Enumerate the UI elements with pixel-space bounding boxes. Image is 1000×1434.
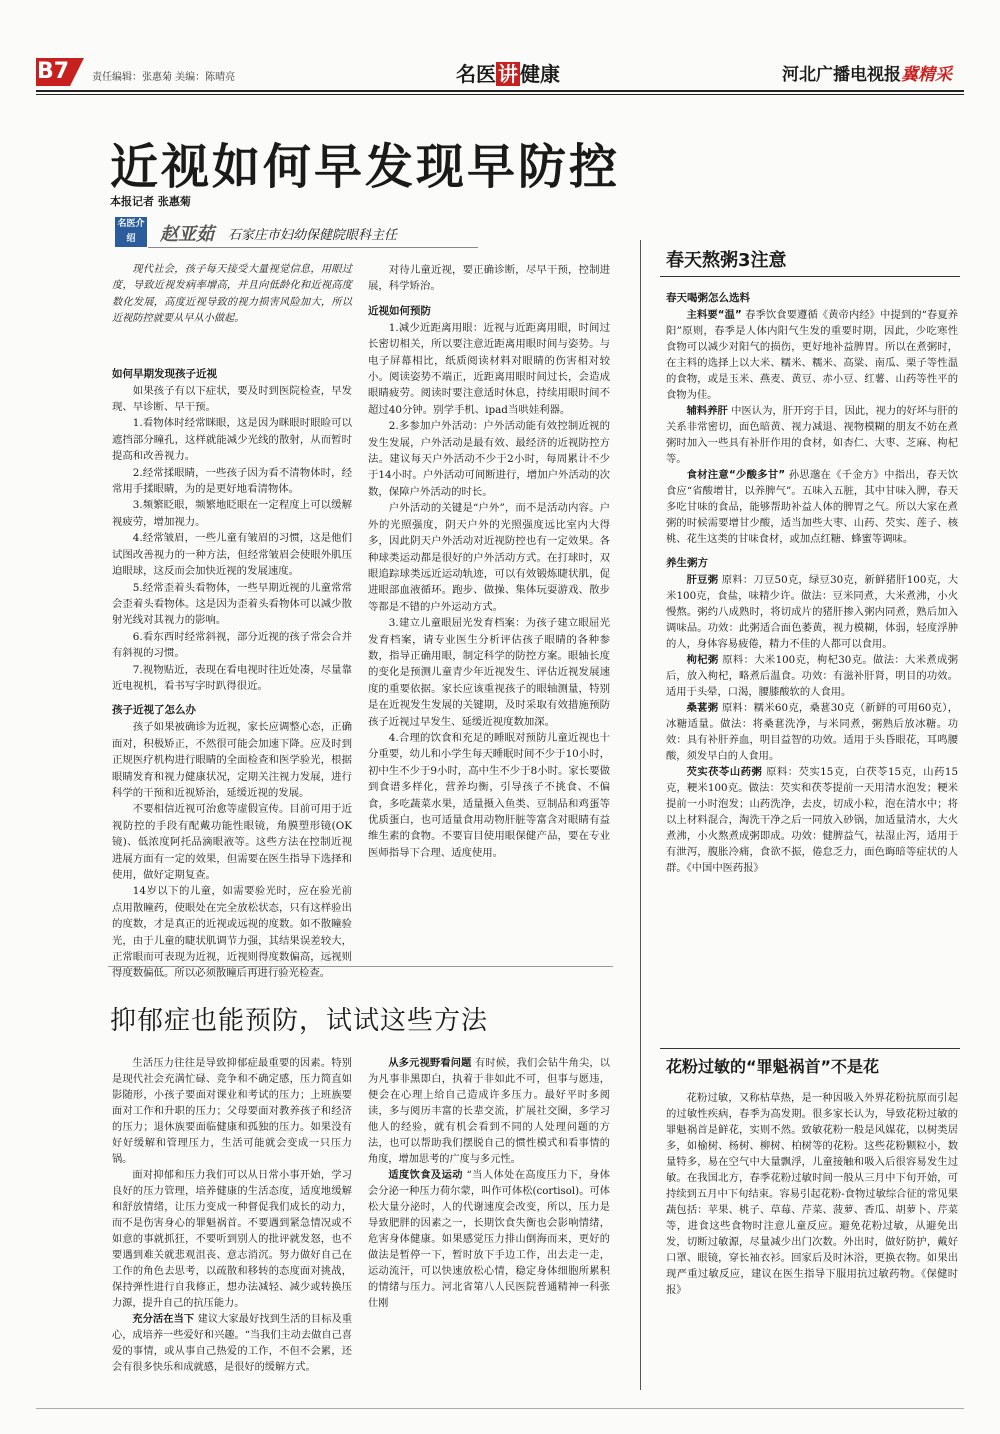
doctor-divider (148, 247, 478, 248)
side1-text: 中医认为，肝开窍于目，因此，视力的好坏与肝的关系非常密切，面色暗黄、视力减退、视物模糊的朋友不妨在煮粥时加入一些具有补肝作用的食材，如杏仁、大枣、芝麻、枸杞等。 (666, 405, 958, 465)
footer-rule (36, 1408, 964, 1409)
recipe-text: 原料：糯米60克，桑葚30克（新鲜的可用60克），冰糖适量。做法：将桑葚洗净，与米同煮，粥熟后放冰糖。功效：具有补肝养血，明目益智的功效。适用于头昏眼花，耳鸣腰酸，须发早白的人食用。 (666, 702, 958, 762)
article1-paragraph: 不要相信近视可治愈等虚假宣传。目前可用于近视防控的手段有配戴功能性眼镜，角膜塑形镜(OK镜)、低浓度阿托品滴眼液等。这些方法在控制近视进展方面有一定的效果，但需要在医生指导下选择和使用，做好定期复查。 (112, 803, 352, 881)
article1-paragraph: 2.多参加户外活动：户外活动能有效控制近视的发生发展，户外活动是最有效、最经济的近视防控方法。建议每天户外活动不少于2小时，每周累计不少于14小时。户外活动可间断进行，增加户外活动的次数，保障户外活动的时长。 (368, 420, 610, 498)
article1-paragraph: 4.经常皱眉，一些儿童有皱眉的习惯，这是他们试图改善视力的一种方法，但经常皱眉会使眼外肌压迫眼球，这反而会加快近视的发展速度。 (112, 532, 352, 578)
page-header (0, 0, 1000, 100)
article2-title: 抑郁症也能预防，试试这些方法 (110, 1006, 489, 1036)
article2-paragraph: 面对抑郁和压力我们可以从日常小事开始，学习良好的压力管理，培养健康的生活态度，适度地缓解和舒放情绪，让压力变成一种督促我们成长的动力，而不是伤害身心的罪魁祸首。不要遇到紧急情况或不如意的事就抓狂，不要听到别人的批评就发怒，也不要遇到难关就悲观沮丧、意志消沉。努力做好自己在工作的角色去思考，以疏散和移转的态度面对挑战，保持弹性进行自我修正，想办法减轻、减少或转换压力源，提升自己的抗压能力。 (112, 1170, 352, 1309)
recipe-name: 肝豆粥 (686, 574, 719, 586)
side2-title: 花粉过敏的“罪魁祸首”不是花 (666, 1057, 880, 1076)
side1-paragraph (666, 467, 958, 547)
article-divider (108, 966, 613, 967)
side1-recipe (666, 572, 958, 652)
recipe-name: 枸杞粥 (686, 654, 719, 666)
article2-paragraph (368, 1168, 610, 1312)
editors-line: 责任编辑：张惠菊 美编：陈晴亮 (92, 72, 236, 83)
article2-text: 建议大家最好找到生活的目标及重心，成培养一些爱好和兴趣。“当我们主动去做自己喜爱的事情，或从事自己热爱的工作，不但不会累，还会有很多快乐和成就感，是很好的缓解方式。 (112, 1314, 353, 1373)
doctor-badge: 名医介绍 (115, 217, 147, 247)
article2-subhead: 从多元视野看问题 (388, 1058, 472, 1069)
article1-heading-2: 孩子近视了怎么办 (112, 704, 196, 717)
article1-paragraph: 1.看物体时经常眯眼，这是因为眯眼时眼睑可以遮挡部分瞳孔，这样就能减少光线的散射，从而暂时提高和改善视力。 (112, 417, 352, 463)
column-divider (640, 240, 641, 1390)
article1-paragraph: 3.频繁眨眼，频繁地眨眼在一定程度上可以缓解视疲劳，增加视力。 (112, 499, 352, 528)
recipe-name: 芡实茯苓山药粥 (686, 766, 763, 778)
article1-paragraph: 7.视物贴近，表现在看电视时往近处凑，尽量靠近电视机，看书写字时趴得很近。 (112, 663, 352, 692)
article1-paragraph: 孩子如果被确诊为近视，家长应调整心态，正确面对，积极矫正，不然很可能会加速下降。应及时到正规医疗机构进行眼睛的全面检查和医学验光，根据眼睛发育和视力健康状况，定期关注视力发展，进行科学的干预和近视矫治，延缓近视的发展。 (112, 721, 352, 799)
section-title-highlight: 讲 (498, 62, 518, 86)
page-number-tab (70, 58, 84, 86)
side1-text: 春季饮食要遵循《黄帝内经》中提到的“春夏养阳”原则，春季是人体内阳气生发的重要时期，因此，少吃寒性食物可以减少对阳气的损伤，更好地补益脾胃。所以在煮粥时，在主料的选择上以大米、糯米、糯米、高粱、南瓜、栗子等性温的食物，或是玉米、燕麦、黄豆、赤小豆、红薯、山药等性平的食物为佳。 (666, 309, 958, 401)
section-title-pre: 名医 (456, 62, 496, 86)
article1-paragraph: 对待儿童近视，要正确诊断，尽早干预，控制进展，科学矫治。 (368, 264, 610, 293)
paper-brand-logo: 冀精采 (901, 65, 952, 85)
side2-paragraph: 花粉过敏，又称枯草热，是一种因吸入外界花粉抗原而引起的过敏性疾病，春季为高发期。很多家长认为，导致花粉过敏的罪魁祸首是鲜花，实则不然。致敏花粉一般是风媒花，以树类居多，如榆树、杨树、柳树、柏树等的花粉。这些花粉颗粒小，数量特多，易在空气中大量飘浮，儿童接触和吸入后很容易发生过敏。在我国北方，春季花粉过敏时间一般从三月中下旬开始，可持续到五月中下旬结束。容易引起花粉-食物过敏综合征的常见果蔬包括：苹果、桃子、草莓、芹菜、菠萝、香瓜、胡萝卜、芹菜等，进食这些食物时注意儿童反应。避免花粉过敏，从避免出发，切断过敏源，尽量减少出门次数。外出时，做好防护，戴好口罩、眼镜，穿长袖衣衫。回家后及时沐浴，更换衣物。如果出现严重过敏反应，建议在医生指导下服用抗过敏药物。《保健时报》 (666, 1092, 958, 1296)
doctor-title: 石家庄市妇幼保健院眼科主任 (228, 228, 398, 243)
side1-recipe (666, 764, 958, 876)
article1-paragraph: 1.减少近距离用眼：近视与近距离用眼，时间过长密切相关，所以要注意近距离用眼时间与姿势。与电子屏幕相比，纸质阅读材料对眼睛的伤害相对较小。阅读姿势不端正，近距离用眼时间过长，会造成眼睛疲劳。阅读时要注意适时休息，持续用眼时间不超过40分钟。别学手机、ipad当哄娃利器。 (368, 321, 610, 416)
page-number: B7 (36, 59, 70, 84)
side1-paragraph (666, 403, 958, 467)
article2-text: 有时候，我们会钻牛角尖，以为凡事非黑即白，执着于非如此不可，但事与愿违，便会在心理上给自己造成许多压力。最好平时多阅读，多与阅历丰富的长辈交流，扩展社交圈，多学习他人的经验，就有机会看到不同的人处理问题的方法，也可以帮助我们摆脱自己的惯性模式和看事情的角度，增加思考的广度与多元性。 (368, 1058, 610, 1165)
article1-col-left (112, 262, 352, 982)
article1-byline: 本报记者 张惠菊 (110, 195, 191, 208)
article1-heading-3: 近视如何预防 (368, 304, 431, 317)
article2-col-left (112, 1056, 352, 1376)
side1-heading-1: 春天喝粥怎么选料 (666, 292, 750, 304)
paper-name-text: 河北广播电视报 (782, 65, 901, 85)
article2-subhead: 适度饮食及运动 (388, 1170, 463, 1181)
article2-paragraph: 生活压力往往是导致抑郁症最重要的因素。特别是现代社会充满忙碌、竞争和不确定感，压力简直如影随形，小孩子要面对课业和考试的压力；上班族要面对工作和升职的压力；父母要面对教养孩子和经济的压力；退休族要面临健康和孤独的压力。如果没有好好缓解和管理压力，生活可能就会变成一只压力锅。 (112, 1058, 352, 1165)
side1-paragraph (666, 307, 958, 403)
side1-recipe (666, 700, 958, 764)
side2-body (666, 1090, 958, 1298)
doctor-name: 赵亚茹 (160, 224, 214, 245)
side1-lead: 辅料养肝 (686, 405, 728, 417)
section-title-post: 健康 (520, 62, 560, 86)
side1-heading-2: 养生粥方 (666, 557, 708, 569)
side1-title-rule (660, 276, 960, 277)
article1-paragraph: 如果孩子有以下症状，要及时到医院检查，早发现、早诊断、早干预。 (112, 384, 352, 414)
article2-col-right (368, 1056, 610, 1312)
recipe-text: 原料：大米100克，枸杞30克。做法：大米煮成粥后，放入枸杞，略煮后温食。功效：有滋补肝肾，明目的功效。适用于头晕，口渴，腰膝酸软的人食用。 (666, 654, 959, 698)
recipe-text: 原料：芡实15克，白茯苓15克，山药15克，粳米100克。做法：芡实和茯苓提前一天用清水泡发；粳米提前一小时泡发；山药洗净，去皮，切成小粒，泡在清水中；将以上材料混合，淘洗干净之后一同放入砂锅，加适量清水，大火煮沸，小火熬煮成粥即成。功效：健脾益气，祛湿止泻，适用于有泄泻，腹胀冷痛，食欲不振，倦怠乏力，面色晦暗等症状的人群。《中国中医药报》 (666, 766, 959, 874)
section-title (456, 58, 560, 87)
article1-paragraph: 4.合理的饮食和充足的睡眠对预防儿童近视也十分重要，幼儿和小学生每天睡眠时间不少于10小时，初中生不少于9小时，高中生不少于8小时。家长要做到食谱多样化，营养均衡，引导孩子不挑食、不偏食，多吃蔬菜水果，适量摄入鱼类、豆制品和鸡蛋等优质蛋白，也可适量食用动物肝脏等富含对眼睛有益维生素的食物。不要盲目使用眼保健产品，要在专业医师指导下合理、适度使用。 (368, 731, 610, 859)
side2-top-rule (660, 1048, 960, 1049)
article2-paragraph (368, 1056, 610, 1168)
side1-lead: 主料要“温” (686, 309, 742, 321)
side1-lead: 食材注意“少酸多甘” (686, 469, 786, 481)
article1-col-right (368, 262, 610, 861)
article2-text: “当人体处在高度压力下，身体会分泌一种压力荷尔蒙，叫作可体松(cortisol)。可体松大量分泌时，人的代谢速度会改变，所以，压力是导致肥胖的因素之一，长期饮食失衡也会影响情绪，危害身体健康。如果感觉压力排山倒海而来，更好的做法是暂停一下，暂时放下手边工作，出去走一走，运动流汗，可以快速放松心情，稳定身体细胞所累积的情绪与压力。河北省第八人民医院普通精神一科张仕刚 (368, 1170, 610, 1309)
side1-title: 春天熬粥3注意 (666, 250, 787, 271)
article2-subhead: 充分活在当下 (132, 1314, 195, 1325)
article1-paragraph: 14岁以下的儿童，如需要验光时，应在验光前点用散瞳药，使眼处在完全放松状态，只有这样验出的度数，才是真正的近视或远视的度数。如不散瞳验光，由于儿童的睫状肌调节力强，其结果误差较大，正常眼而可表现为近视，近视则得度数偏高，远视则得度数偏低。所以必须散瞳后再进行验光检查。 (112, 885, 352, 980)
article1-heading-1: 如何早期发现孩子近视 (112, 367, 217, 380)
side1-text: 孙思邈在《千金方》中指出，春天饮食应“省酸增甘，以养脾气”。五味入五脏，其中甘味入脾，春天多吃甘味的食品，能够帮助补益人体的脾胃之气。所以大家在煮粥的时候需要增甘少酸，适当加些大枣、山药、芡实、莲子、核桃、花生这类的甘味食材，或加点红糖、蜂蜜等调味。 (666, 469, 958, 545)
article1-paragraph: 3.建立儿童眼屈光发育档案：为孩子建立眼屈光发育档案，请专业医生分析评估孩子眼睛的各种参数，指导正确用眼，制定科学的防控方案。眼轴长度的变化是预测儿童青少年近视发生、评估近视发展速度的重要依据。家长应该重视孩子的眼轴测量，特别是在近视发生发展的关键期，及时采取有效措施预防孩子近视过早发生、延缓近视度数加深。 (368, 617, 610, 728)
article1-intro: 现代社会，孩子每天接受大量视觉信息，用眼过度，导致近视发病率增高，并且向低龄化和近视高度数化发展，高度近视导致的视力损害风险加大，所以近视防控就要从早从小做起。 (112, 264, 352, 325)
recipe-text: 原料：刀豆50克，绿豆30克，新鲜猪肝100克，大米100克，食盐，味精少许。做法：豆米同煮，大米煮沸，小火慢熬。粥约八成熟时，将切成片的猪肝掺入粥内同煮，熟后加入调味品。功效：此粥适合面色萎黄，视力模糊，体弱，轻度浮肿的人，身体容易疲倦，精力不佳的人都可以食用。 (666, 574, 959, 650)
side1-body (666, 282, 958, 876)
header-rule (36, 90, 964, 92)
article1-paragraph: 6.看东西时经常斜视，部分近视的孩子常会合并有斜视的习惯。 (112, 630, 352, 660)
article1-paragraph: 户外活动的关键是“户外”，而不是活动内容。户外的光照强度，阴天户外的光照强度远比室内大得多，因此阴天户外活动对近视防控也有一定效果。各种球类运动都是很好的户外活动方式。在打球时，双眼追踪球类远近运动轨迹，可以有效锻炼睫状肌，促进眼部血液循环。跑步、做操、集体玩耍游戏、散步等都是不错的户外运动方式。 (368, 502, 610, 613)
paper-name (782, 60, 952, 85)
article1-paragraph: 5.经常歪着头看物体，一些早期近视的儿童常常会歪着头看物体。这是因为歪着头看物体可以减少散射光线对其视力的影响。 (112, 581, 352, 627)
recipe-name: 桑葚粥 (686, 702, 719, 714)
article1-paragraph: 2.经常揉眼睛，一些孩子因为看不清物体时，经常用手揉眼睛，为的是更好地看清物体。 (112, 466, 352, 496)
article2-paragraph (112, 1312, 352, 1376)
side1-recipe (666, 652, 958, 700)
article1-title: 近视如何早发现早防控 (110, 139, 621, 195)
header-rule-thin (36, 94, 964, 95)
